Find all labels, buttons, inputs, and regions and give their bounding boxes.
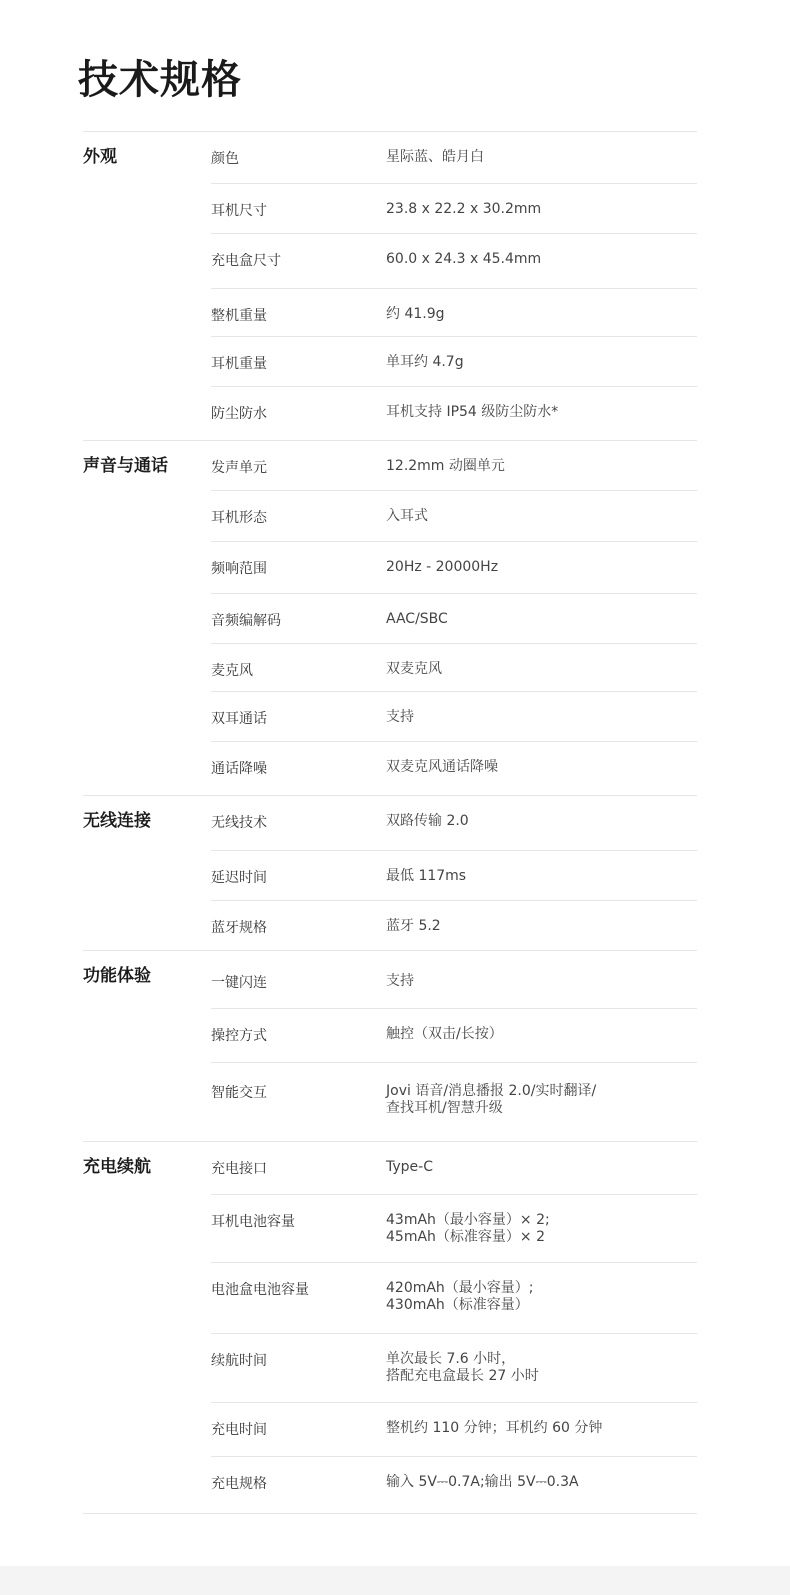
- spec-value: 入耳式: [386, 508, 428, 524]
- spec-value: 约 41.9g: [386, 306, 445, 322]
- spec-value: 23.8 x 22.2 x 30.2mm: [386, 201, 542, 217]
- spec-value: 12.2mm 动圈单元: [386, 458, 505, 474]
- spec-key: 充电时间: [211, 1422, 267, 1438]
- spec-key: 续航时间: [211, 1353, 267, 1369]
- spec-key: 通话降噪: [211, 761, 267, 777]
- spec-value: 触控（双击/长按）: [386, 1026, 503, 1042]
- spec-value: 整机约 110 分钟；耳机约 60 分钟: [386, 1420, 603, 1436]
- spec-value: 最低 117ms: [386, 868, 467, 884]
- spec-key: 电池盒电池容量: [211, 1282, 309, 1298]
- spec-row: [211, 1402, 697, 1456]
- spec-value: AAC/SBC: [386, 611, 448, 627]
- section-appearance: [83, 131, 697, 440]
- spec-row: [211, 541, 697, 593]
- spec-key: 耳机电池容量: [211, 1214, 295, 1230]
- spec-key: 整机重量: [211, 308, 267, 324]
- spec-value: 耳机支持 IP54 级防尘防水*: [386, 404, 559, 420]
- spec-row: [211, 233, 697, 288]
- spec-row: [211, 1142, 697, 1194]
- section-label: 充电续航: [83, 1157, 151, 1177]
- spec-key: 蓝牙规格: [211, 920, 267, 936]
- spec-row: [211, 490, 697, 541]
- section-charging-battery: [83, 1141, 697, 1513]
- spec-row: [211, 593, 697, 643]
- spec-value: 蓝牙 5.2: [386, 918, 441, 934]
- spec-value: 60.0 x 24.3 x 45.4mm: [386, 251, 542, 267]
- spec-row: [211, 132, 697, 183]
- spec-row: [211, 741, 697, 795]
- spec-value: 支持: [386, 709, 414, 725]
- spec-key: 麦克风: [211, 663, 253, 679]
- footer-band: [0, 1566, 790, 1595]
- spec-row: [211, 643, 697, 691]
- spec-row: [211, 691, 697, 741]
- spec-key: 双耳通话: [211, 711, 267, 727]
- spec-key: 耳机重量: [211, 356, 267, 372]
- spec-key: 防尘防水: [211, 406, 267, 422]
- spec-row: [211, 796, 697, 850]
- section-features: [83, 950, 697, 1141]
- spec-key: 充电盒尺寸: [211, 253, 281, 269]
- spec-key: 无线技术: [211, 815, 267, 831]
- spec-key: 智能交互: [211, 1085, 267, 1101]
- section-label: 声音与通话: [83, 456, 168, 476]
- spec-value: Type-C: [386, 1159, 433, 1175]
- spec-key: 操控方式: [211, 1028, 267, 1044]
- page-title: 技术规格: [78, 57, 242, 103]
- spec-row: [211, 850, 697, 900]
- section-label: 无线连接: [83, 811, 151, 831]
- spec-row: [211, 951, 697, 1008]
- spec-key: 延迟时间: [211, 870, 267, 886]
- spec-row: [211, 183, 697, 233]
- spec-key: 一键闪连: [211, 975, 267, 991]
- spec-value: 支持: [386, 973, 414, 989]
- section-label: 功能体验: [83, 966, 151, 986]
- spec-row: [211, 386, 697, 440]
- section-sound-and-call: [83, 440, 697, 795]
- spec-key: 充电接口: [211, 1161, 267, 1177]
- spec-value: 单次最长 7.6 小时， 搭配充电盒最长 27 小时: [386, 1351, 539, 1384]
- spec-value: 输入 5V⎓0.7A;输出 5V⎓0.3A: [386, 1474, 579, 1490]
- spec-row: [211, 1194, 697, 1262]
- section-wireless: [83, 795, 697, 950]
- spec-row: [211, 441, 697, 490]
- spec-value: 双麦克风通话降噪: [386, 759, 498, 775]
- spec-key: 充电规格: [211, 1476, 267, 1492]
- spec-value: 43mAh（最小容量）× 2; 45mAh（标准容量）× 2: [386, 1212, 550, 1245]
- spec-value: 420mAh（最小容量）; 430mAh（标准容量）: [386, 1280, 534, 1313]
- spec-row: [211, 336, 697, 386]
- spec-row: [211, 1262, 697, 1333]
- table-bottom-divider: [83, 1513, 697, 1514]
- spec-value: 双麦克风: [386, 661, 442, 677]
- spec-value: 双路传输 2.0: [386, 813, 469, 829]
- spec-value: Jovi 语音/消息播报 2.0/实时翻译/ 查找耳机/智慧升级: [386, 1083, 597, 1116]
- spec-row: [211, 1062, 697, 1141]
- spec-row: [211, 1333, 697, 1402]
- spec-value: 20Hz - 20000Hz: [386, 559, 499, 575]
- spec-row: [211, 1456, 697, 1513]
- section-label: 外观: [83, 147, 117, 167]
- spec-row: [211, 288, 697, 336]
- spec-key: 耳机尺寸: [211, 203, 267, 219]
- spec-key: 颜色: [211, 151, 239, 167]
- spec-key: 发声单元: [211, 460, 267, 476]
- spec-value: 星际蓝、皓月白: [386, 149, 484, 165]
- spec-key: 音频编解码: [211, 613, 281, 629]
- spec-value: 单耳约 4.7g: [386, 354, 464, 370]
- spec-row: [211, 1008, 697, 1062]
- spec-table: [83, 131, 697, 1514]
- spec-key: 频响范围: [211, 561, 267, 577]
- spec-row: [211, 900, 697, 950]
- spec-key: 耳机形态: [211, 510, 267, 526]
